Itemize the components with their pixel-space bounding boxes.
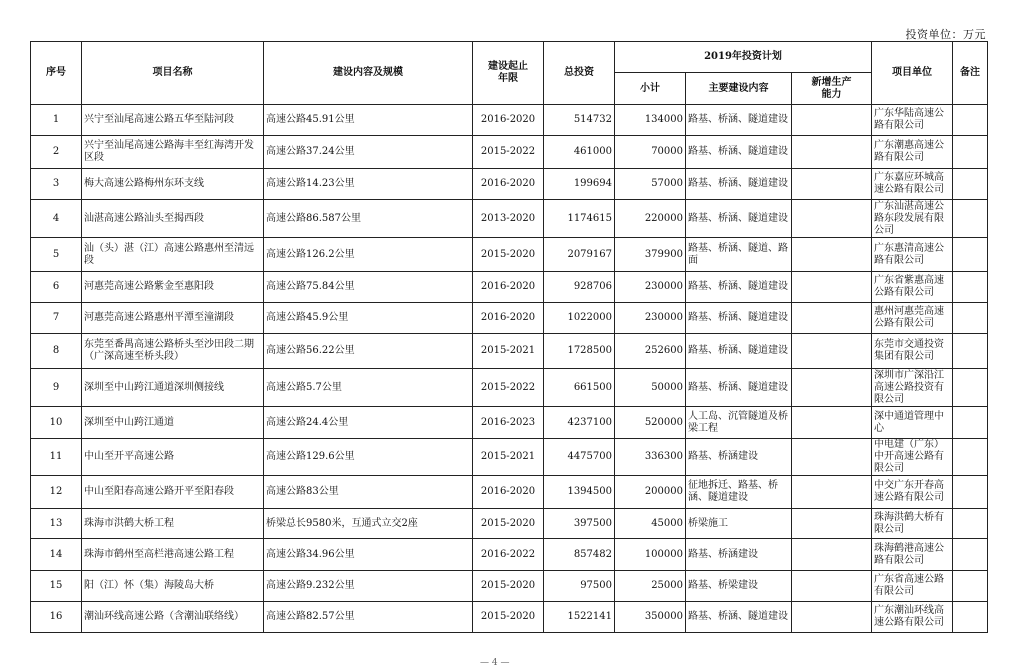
- cell-total-investment: 514732: [544, 105, 615, 136]
- cell-seq: 16: [31, 602, 82, 633]
- cell-period: 2016-2023: [473, 407, 544, 439]
- cell-project-unit: 惠州河惠莞高速公路有限公司: [872, 303, 953, 334]
- cell-seq: 10: [31, 407, 82, 439]
- header-period: [473, 42, 544, 105]
- cell-seq: 1: [31, 105, 82, 136]
- cell-project-unit: 广东嘉应环城高速公路有限公司: [872, 169, 953, 200]
- cell-subtotal: 336300: [615, 439, 686, 476]
- table-row: [31, 539, 988, 571]
- table-row: [31, 407, 988, 439]
- cell-remarks: [953, 105, 988, 136]
- cell-subtotal: 230000: [615, 303, 686, 334]
- cell-main-content: 路基、桥涵、隧道、路面: [686, 238, 792, 272]
- cell-new-capacity: [792, 571, 872, 602]
- cell-seq: 13: [31, 509, 82, 539]
- cell-subtotal: 25000: [615, 571, 686, 602]
- cell-project-unit: 广东华陆高速公路有限公司: [872, 105, 953, 136]
- cell-subtotal: 520000: [615, 407, 686, 439]
- cell-content-scale: 高速公路9.232公里: [264, 571, 473, 602]
- cell-main-content: 路基、桥涵建设: [686, 439, 792, 476]
- cell-new-capacity: [792, 509, 872, 539]
- cell-total-investment: 97500: [544, 571, 615, 602]
- cell-subtotal: 379900: [615, 238, 686, 272]
- cell-remarks: [953, 602, 988, 633]
- cell-period: 2015-2022: [473, 369, 544, 407]
- table-row: [31, 334, 988, 369]
- cell-seq: 9: [31, 369, 82, 407]
- cell-content-scale: 高速公路45.91公里: [264, 105, 473, 136]
- cell-project-unit: 广东潮惠高速公路有限公司: [872, 136, 953, 169]
- cell-period: 2016-2020: [473, 169, 544, 200]
- cell-total-investment: 661500: [544, 369, 615, 407]
- cell-subtotal: 100000: [615, 539, 686, 571]
- cell-project-unit: 广东惠清高速公路有限公司: [872, 238, 953, 272]
- cell-period: 2015-2020: [473, 571, 544, 602]
- cell-subtotal: 200000: [615, 476, 686, 509]
- table-row: [31, 303, 988, 334]
- table-row: [31, 169, 988, 200]
- cell-remarks: [953, 476, 988, 509]
- cell-subtotal: 350000: [615, 602, 686, 633]
- cell-subtotal: 45000: [615, 509, 686, 539]
- table-row: [31, 238, 988, 272]
- cell-new-capacity: [792, 105, 872, 136]
- cell-project-name: 潮汕环线高速公路（含潮汕联络线）: [82, 602, 264, 633]
- cell-content-scale: 高速公路86.587公里: [264, 200, 473, 238]
- cell-new-capacity: [792, 200, 872, 238]
- cell-project-unit: 广东省紫惠高速公路有限公司: [872, 272, 953, 303]
- cell-project-unit: 东莞市交通投资集团有限公司: [872, 334, 953, 369]
- cell-project-name: 珠海市洪鹤大桥工程: [82, 509, 264, 539]
- cell-remarks: [953, 509, 988, 539]
- cell-seq: 8: [31, 334, 82, 369]
- cell-new-capacity: [792, 334, 872, 369]
- cell-total-investment: 928706: [544, 272, 615, 303]
- cell-period: 2015-2020: [473, 602, 544, 633]
- cell-main-content: 人工岛、沉管隧道及桥梁工程: [686, 407, 792, 439]
- cell-content-scale: 高速公路83公里: [264, 476, 473, 509]
- cell-remarks: [953, 571, 988, 602]
- header-project-name: 项目名称: [82, 42, 264, 105]
- cell-project-name: 深圳至中山跨江通道深圳侧接线: [82, 369, 264, 407]
- cell-project-unit: 珠海洪鹤大桥有限公司: [872, 509, 953, 539]
- cell-remarks: [953, 200, 988, 238]
- table-row: [31, 105, 988, 136]
- cell-project-name: 兴宁至汕尾高速公路五华至陆河段: [82, 105, 264, 136]
- cell-remarks: [953, 407, 988, 439]
- cell-seq: 2: [31, 136, 82, 169]
- cell-project-unit: 广东潮汕环线高速公路有限公司: [872, 602, 953, 633]
- cell-period: 2015-2021: [473, 439, 544, 476]
- cell-project-unit: 广东汕湛高速公路东段发展有限公司: [872, 200, 953, 238]
- table-row: [31, 200, 988, 238]
- header-total-investment: 总投资: [544, 42, 615, 105]
- cell-main-content: 桥梁施工: [686, 509, 792, 539]
- table-row: [31, 571, 988, 602]
- cell-content-scale: 高速公路37.24公里: [264, 136, 473, 169]
- cell-total-investment: 4475700: [544, 439, 615, 476]
- table-row: [31, 602, 988, 633]
- cell-content-scale: 桥梁总长9580米，互通式立交2座: [264, 509, 473, 539]
- header-2019-plan: 2019年投资计划: [615, 42, 872, 73]
- cell-total-investment: 1022000: [544, 303, 615, 334]
- cell-total-investment: 461000: [544, 136, 615, 169]
- cell-remarks: [953, 369, 988, 407]
- header-remarks: 备注: [953, 42, 988, 105]
- cell-project-name: 阳（江）怀（集）海陵岛大桥: [82, 571, 264, 602]
- cell-seq: 4: [31, 200, 82, 238]
- cell-project-name: 中山至阳春高速公路开平至阳春段: [82, 476, 264, 509]
- cell-project-unit: 广东省高速公路有限公司: [872, 571, 953, 602]
- cell-total-investment: 1394500: [544, 476, 615, 509]
- cell-content-scale: 高速公路45.9公里: [264, 303, 473, 334]
- cell-period: 2013-2020: [473, 200, 544, 238]
- cell-project-unit: 深中通道管理中心: [872, 407, 953, 439]
- cell-project-name: 河惠莞高速公路惠州平潭至潼湖段: [82, 303, 264, 334]
- cell-subtotal: 134000: [615, 105, 686, 136]
- cell-new-capacity: [792, 238, 872, 272]
- cell-period: 2016-2022: [473, 539, 544, 571]
- page-footer: — 4 —: [480, 658, 510, 668]
- cell-project-name: 梅大高速公路梅州东环支线: [82, 169, 264, 200]
- table-body: [31, 105, 988, 633]
- cell-project-unit: 珠海鹤港高速公路有限公司: [872, 539, 953, 571]
- cell-main-content: 路基、桥涵、隧道建设: [686, 334, 792, 369]
- cell-subtotal: 230000: [615, 272, 686, 303]
- cell-project-name: 东莞至番禺高速公路桥头至沙田段二期（广深高速至桥头段）: [82, 334, 264, 369]
- header-seq: 序号: [31, 42, 82, 105]
- cell-remarks: [953, 334, 988, 369]
- cell-new-capacity: [792, 602, 872, 633]
- cell-new-capacity: [792, 369, 872, 407]
- investment-unit-note: 投资单位：万元: [905, 28, 986, 41]
- cell-new-capacity: [792, 439, 872, 476]
- cell-main-content: 路基、桥涵建设: [686, 539, 792, 571]
- cell-period: 2016-2020: [473, 272, 544, 303]
- table-row: [31, 476, 988, 509]
- cell-total-investment: 397500: [544, 509, 615, 539]
- cell-seq: 6: [31, 272, 82, 303]
- cell-new-capacity: [792, 303, 872, 334]
- cell-subtotal: 220000: [615, 200, 686, 238]
- investment-plan-table: [30, 41, 988, 633]
- cell-period: 2016-2020: [473, 105, 544, 136]
- cell-content-scale: 高速公路14.23公里: [264, 169, 473, 200]
- cell-seq: 7: [31, 303, 82, 334]
- cell-total-investment: 2079167: [544, 238, 615, 272]
- header-content-scale: 建设内容及规模: [264, 42, 473, 105]
- header-main-content: 主要建设内容: [686, 73, 792, 105]
- cell-new-capacity: [792, 476, 872, 509]
- cell-project-unit: 深圳市广深沿江高速公路投资有限公司: [872, 369, 953, 407]
- header-subtotal: 小计: [615, 73, 686, 105]
- cell-seq: 12: [31, 476, 82, 509]
- cell-project-name: 河惠莞高速公路紫金至惠阳段: [82, 272, 264, 303]
- cell-period: 2015-2022: [473, 136, 544, 169]
- cell-content-scale: 高速公路129.6公里: [264, 439, 473, 476]
- cell-new-capacity: [792, 539, 872, 571]
- cell-period: 2016-2020: [473, 303, 544, 334]
- cell-total-investment: 199694: [544, 169, 615, 200]
- cell-total-investment: 4237100: [544, 407, 615, 439]
- cell-project-name: 汕湛高速公路汕头至揭西段: [82, 200, 264, 238]
- cell-project-name: 兴宁至汕尾高速公路海丰至红海湾开发区段: [82, 136, 264, 169]
- cell-remarks: [953, 539, 988, 571]
- cell-project-name: 深圳至中山跨江通道: [82, 407, 264, 439]
- cell-seq: 5: [31, 238, 82, 272]
- header-new-capacity-text: 新增生产 能力: [811, 76, 852, 100]
- cell-main-content: 路基、桥梁建设: [686, 571, 792, 602]
- cell-subtotal: 57000: [615, 169, 686, 200]
- cell-content-scale: 高速公路24.4公里: [264, 407, 473, 439]
- cell-total-investment: 1728500: [544, 334, 615, 369]
- cell-remarks: [953, 238, 988, 272]
- cell-seq: 15: [31, 571, 82, 602]
- cell-project-name: 汕（头）湛（江）高速公路惠州至清远段: [82, 238, 264, 272]
- cell-content-scale: 高速公路56.22公里: [264, 334, 473, 369]
- cell-total-investment: 1174615: [544, 200, 615, 238]
- header-project-unit: 项目单位: [872, 42, 953, 105]
- cell-subtotal: 252600: [615, 334, 686, 369]
- header-new-capacity: [792, 73, 872, 105]
- cell-content-scale: 高速公路82.57公里: [264, 602, 473, 633]
- cell-project-name: 中山至开平高速公路: [82, 439, 264, 476]
- cell-remarks: [953, 136, 988, 169]
- cell-seq: 14: [31, 539, 82, 571]
- cell-subtotal: 70000: [615, 136, 686, 169]
- cell-main-content: 路基、桥涵、隧道建设: [686, 136, 792, 169]
- cell-seq: 11: [31, 439, 82, 476]
- table-row: [31, 509, 988, 539]
- cell-new-capacity: [792, 169, 872, 200]
- cell-project-name: 珠海市鹤州至高栏港高速公路工程: [82, 539, 264, 571]
- cell-main-content: 路基、桥涵、隧道建设: [686, 200, 792, 238]
- cell-content-scale: 高速公路75.84公里: [264, 272, 473, 303]
- cell-remarks: [953, 272, 988, 303]
- cell-content-scale: 高速公路5.7公里: [264, 369, 473, 407]
- cell-remarks: [953, 169, 988, 200]
- table-row: [31, 369, 988, 407]
- cell-project-unit: 中交广东开春高速公路有限公司: [872, 476, 953, 509]
- cell-total-investment: 1522141: [544, 602, 615, 633]
- header-period-text: 建设起止 年限: [488, 61, 528, 84]
- cell-main-content: 征地拆迁、路基、桥涵、隧道建设: [686, 476, 792, 509]
- cell-main-content: 路基、桥涵、隧道建设: [686, 303, 792, 334]
- cell-period: 2015-2021: [473, 334, 544, 369]
- cell-seq: 3: [31, 169, 82, 200]
- cell-period: 2015-2020: [473, 509, 544, 539]
- table-row: [31, 439, 988, 476]
- table-row: [31, 136, 988, 169]
- cell-total-investment: 857482: [544, 539, 615, 571]
- cell-new-capacity: [792, 136, 872, 169]
- cell-new-capacity: [792, 407, 872, 439]
- cell-main-content: 路基、桥涵、隧道建设: [686, 369, 792, 407]
- cell-remarks: [953, 303, 988, 334]
- cell-main-content: 路基、桥涵、隧道建设: [686, 169, 792, 200]
- cell-content-scale: 高速公路126.2公里: [264, 238, 473, 272]
- cell-content-scale: 高速公路34.96公里: [264, 539, 473, 571]
- cell-period: 2016-2020: [473, 476, 544, 509]
- cell-main-content: 路基、桥涵、隧道建设: [686, 105, 792, 136]
- cell-new-capacity: [792, 272, 872, 303]
- table-row: [31, 272, 988, 303]
- cell-period: 2015-2020: [473, 238, 544, 272]
- cell-subtotal: 50000: [615, 369, 686, 407]
- cell-main-content: 路基、桥涵、隧道建设: [686, 602, 792, 633]
- cell-project-unit: 中电建（广东）中开高速公路有限公司: [872, 439, 953, 476]
- cell-remarks: [953, 439, 988, 476]
- cell-main-content: 路基、桥涵、隧道建设: [686, 272, 792, 303]
